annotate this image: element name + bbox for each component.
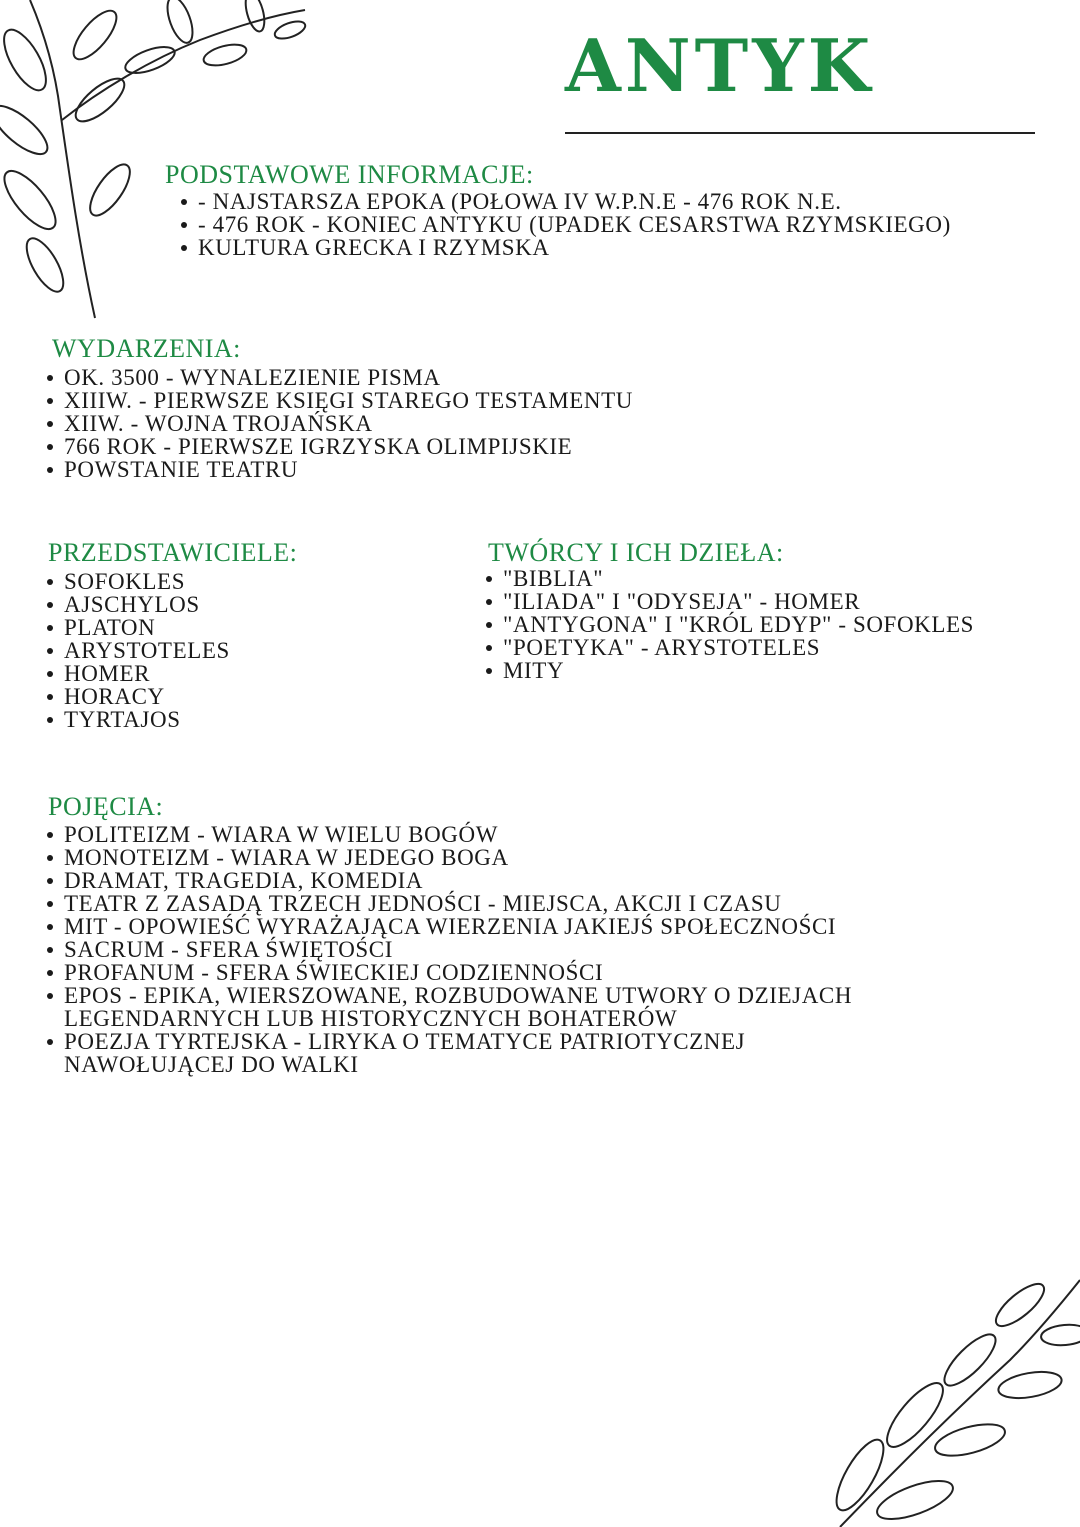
heading-podstawowe-informacje: PODSTAWOWE INFORMACJE: bbox=[165, 160, 534, 189]
heading-tworcy-i-ich-dziela: TWÓRCY I ICH DZIEŁA: bbox=[488, 538, 784, 567]
list-item: 766 ROK - PIERWSZE IGRZYSKA OLIMPIJSKIE bbox=[44, 435, 633, 458]
title-divider bbox=[565, 132, 1035, 134]
list-item: OK. 3500 - WYNALEZIENIE PISMA bbox=[44, 366, 633, 389]
list-item: - NAJSTARSZA EPOKA (POŁOWA IV W.P.N.E - 476 ROK N.E. bbox=[178, 190, 951, 213]
list-item: PROFANUM - SFERA ŚWIECKIEJ CODZIENNOŚCI bbox=[44, 961, 964, 984]
list-item: MIT - OPOWIEŚĆ WYRAŻAJĄCA WIERZENIA JAKIEJŚ SPOŁECZNOŚCI bbox=[44, 915, 964, 938]
page-title: ANTYK bbox=[565, 23, 875, 108]
list-item: SOFOKLES bbox=[44, 570, 230, 593]
list-item: MITY bbox=[483, 659, 974, 682]
heading-wydarzenia: WYDARZENIA: bbox=[52, 334, 241, 363]
list-item: "POETYKA" - ARYSTOTELES bbox=[483, 636, 974, 659]
list-item: "ANTYGONA" I "KRÓL EDYP" - SOFOKLES bbox=[483, 613, 974, 636]
list-item: MONOTEIZM - WIARA W JEDEGO BOGA bbox=[44, 846, 964, 869]
leaf-branch-bottom-right-icon bbox=[820, 1265, 1080, 1527]
list-item: "BIBLIA" bbox=[483, 567, 974, 590]
list-item: POEZJA TYRTEJSKA - LIRYKA O TEMATYCE PATRIOTYCZNEJ NAWOŁUJĄCEJ DO WALKI bbox=[44, 1030, 964, 1076]
list-item: HOMER bbox=[44, 662, 230, 685]
list-tworcy-i-ich-dziela bbox=[483, 567, 974, 682]
list-item: - 476 ROK - KONIEC ANTYKU (UPADEK CESARSTWA RZYMSKIEGO) bbox=[178, 213, 951, 236]
list-item: TYRTAJOS bbox=[44, 708, 230, 731]
list-item: SACRUM - SFERA ŚWIĘTOŚCI bbox=[44, 938, 964, 961]
list-wydarzenia bbox=[44, 366, 633, 481]
list-item: XIIW. - WOJNA TROJAŃSKA bbox=[44, 412, 633, 435]
list-item: ARYSTOTELES bbox=[44, 639, 230, 662]
list-item: POWSTANIE TEATRU bbox=[44, 458, 633, 481]
list-podstawowe-informacje bbox=[178, 190, 951, 259]
list-item: "ILIADA" I "ODYSEJA" - HOMER bbox=[483, 590, 974, 613]
list-przedstawiciele bbox=[44, 570, 230, 731]
heading-pojecia: POJĘCIA: bbox=[48, 792, 164, 821]
list-item: POLITEIZM - WIARA W WIELU BOGÓW bbox=[44, 823, 964, 846]
list-item: DRAMAT, TRAGEDIA, KOMEDIA bbox=[44, 869, 964, 892]
list-item: AJSCHYLOS bbox=[44, 593, 230, 616]
list-item: TEATR Z ZASADĄ TRZECH JEDNOŚCI - MIEJSCA, AKCJI I CZASU bbox=[44, 892, 964, 915]
heading-przedstawiciele: PRZEDSTAWICIELE: bbox=[48, 538, 298, 567]
list-item: EPOS - EPIKA, WIERSZOWANE, ROZBUDOWANE UTWORY O DZIEJACH LEGENDARNYCH LUB HISTORYCZNYCH BOHATERÓW bbox=[44, 984, 964, 1030]
list-pojecia bbox=[44, 823, 964, 1076]
list-item: HORACY bbox=[44, 685, 230, 708]
list-item: XIIIW. - PIERWSZE KSIĘGI STAREGO TESTAMENTU bbox=[44, 389, 633, 412]
list-item: KULTURA GRECKA I RZYMSKA bbox=[178, 236, 951, 259]
list-item: PLATON bbox=[44, 616, 230, 639]
